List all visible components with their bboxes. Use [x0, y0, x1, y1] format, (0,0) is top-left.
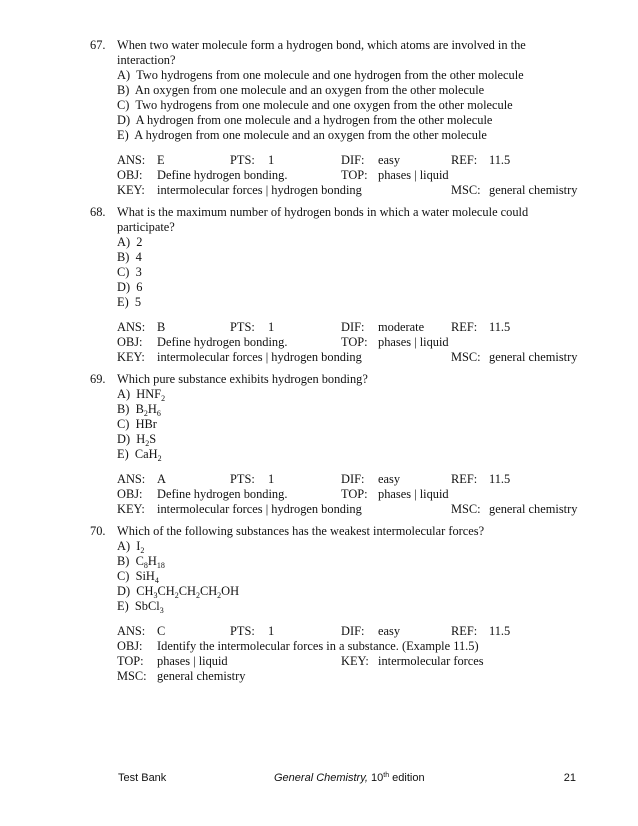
option-text: $B_2H_6$	[135, 402, 161, 418]
option-text: $CH_3CH_2CH_2CH_2OH$	[136, 584, 240, 600]
dif-value: easy	[378, 472, 401, 486]
ref-value: 11.5	[489, 472, 511, 486]
msc-label: MSC:	[451, 502, 481, 516]
pts-value: 1	[268, 472, 275, 486]
option-e	[90, 128, 590, 143]
option-text: A hydrogen from one molecule and an oxygen from the other molecule	[134, 128, 487, 142]
top-value: phases | liquid	[157, 654, 228, 668]
option-e	[90, 295, 590, 310]
option-text: 2	[136, 235, 143, 249]
edition-word: edition	[392, 772, 425, 784]
pts-label: PTS:	[230, 153, 255, 167]
ans-value: A	[157, 472, 166, 486]
ans-value: E	[157, 153, 165, 167]
option-letter: B)	[117, 83, 130, 97]
question-68	[90, 205, 590, 365]
question-stem	[90, 38, 590, 68]
option-letter: D)	[117, 584, 131, 598]
top-value: phases | liquid	[378, 335, 449, 349]
ans-label: ANS:	[117, 472, 146, 486]
key-value: intermolecular forces	[378, 654, 484, 668]
question-number: 68.	[90, 205, 106, 219]
stem-line: Which pure substance exhibits hydrogen bonding?	[117, 372, 368, 386]
ans-label: ANS:	[117, 624, 146, 638]
option-e	[90, 447, 590, 462]
page-number: 21	[563, 772, 576, 784]
option-text: $I_2$	[136, 539, 145, 555]
option-b	[90, 83, 590, 98]
key-label: KEY:	[341, 654, 369, 668]
option-letter: D)	[117, 280, 131, 294]
option-letter: A)	[117, 68, 131, 82]
pts-value: 1	[268, 320, 275, 334]
option-letter: C)	[117, 98, 130, 112]
question-stem	[90, 205, 590, 235]
option-d	[90, 584, 590, 599]
option-c	[90, 98, 590, 113]
ref-label: REF:	[451, 472, 478, 486]
obj-label: OBJ:	[117, 168, 143, 182]
option-a	[90, 387, 590, 402]
ans-label: ANS:	[117, 153, 146, 167]
option-text: Two hydrogens from one molecule and one hydrogen from the other molecule	[136, 68, 524, 82]
option-text: $HNF_2$	[136, 387, 166, 403]
option-b	[90, 402, 590, 417]
edition-number: 10	[371, 772, 384, 784]
option-b	[90, 250, 590, 265]
question-stem	[90, 524, 590, 539]
ref-label: REF:	[451, 153, 478, 167]
dif-label: DIF:	[341, 472, 365, 486]
option-text: 5	[134, 295, 142, 309]
obj-value: Define hydrogen bonding.	[157, 335, 288, 349]
option-text: CaH$_2$	[134, 447, 162, 463]
obj-value: Identify the intermolecular forces in a substance. (Example 11.5)	[157, 639, 479, 653]
msc-label: MSC:	[451, 350, 481, 364]
obj-label: OBJ:	[117, 335, 143, 349]
ref-value: 11.5	[489, 624, 511, 638]
option-letter: C)	[117, 265, 130, 279]
ans-value: C	[157, 624, 166, 638]
footer-left: Test Bank	[118, 772, 167, 784]
pts-label: PTS:	[230, 320, 255, 334]
option-letter: B)	[117, 554, 130, 568]
option-letter: A)	[117, 539, 131, 553]
answer-block	[90, 153, 590, 198]
obj-label: OBJ:	[117, 639, 143, 653]
ref-label: REF:	[451, 624, 478, 638]
question-70	[90, 524, 590, 684]
option-letter: C)	[117, 417, 130, 431]
option-text: HBr	[135, 417, 157, 431]
option-letter: E)	[117, 128, 129, 142]
obj-value: Define hydrogen bonding.	[157, 168, 288, 182]
option-d	[90, 432, 590, 447]
option-text: Two hydrogens from one molecule and one oxygen from the other molecule	[135, 98, 513, 112]
key-label: KEY:	[117, 350, 145, 364]
book-title: General Chemistry,	[274, 772, 368, 784]
stem-line: When two water molecule form a hydrogen bond, which atoms are involved in the	[117, 38, 526, 52]
option-text: 3	[135, 265, 142, 279]
top-value: phases | liquid	[378, 487, 449, 501]
pts-value: 1	[268, 624, 275, 638]
option-text: SbCl$_3$	[134, 599, 164, 615]
question-67	[90, 38, 590, 198]
option-d	[90, 280, 590, 295]
dif-label: DIF:	[341, 320, 365, 334]
option-e	[90, 599, 590, 614]
option-d	[90, 113, 590, 128]
obj-value: Define hydrogen bonding.	[157, 487, 288, 501]
option-text: 4	[135, 250, 142, 264]
option-letter: A)	[117, 235, 131, 249]
msc-label: MSC:	[451, 183, 481, 197]
option-c	[90, 417, 590, 432]
option-text: SiH$_4$	[135, 569, 159, 585]
option-text: A hydrogen from one molecule and a hydrogen from the other molecule	[135, 113, 493, 127]
top-label: TOP:	[341, 335, 368, 349]
option-c	[90, 265, 590, 280]
option-letter: E)	[117, 295, 129, 309]
option-b	[90, 554, 590, 569]
obj-label: OBJ:	[117, 487, 143, 501]
option-text: $C_8H_{18}$	[135, 554, 165, 570]
msc-value: general chemistry	[489, 350, 578, 364]
answer-block	[90, 472, 590, 517]
option-letter: C)	[117, 569, 130, 583]
dif-value: moderate	[378, 320, 425, 334]
option-letter: B)	[117, 250, 130, 264]
key-label: KEY:	[117, 183, 145, 197]
option-text: 6	[136, 280, 143, 294]
ans-label: ANS:	[117, 320, 146, 334]
top-value: phases | liquid	[378, 168, 449, 182]
pts-label: PTS:	[230, 472, 255, 486]
option-letter: B)	[117, 402, 130, 416]
edition-suffix: th	[383, 772, 390, 779]
key-value: intermolecular forces | hydrogen bonding	[157, 502, 362, 516]
option-text: $H_2S$	[136, 432, 157, 448]
option-letter: E)	[117, 447, 129, 461]
top-label: TOP:	[341, 168, 368, 182]
option-letter: D)	[117, 113, 131, 127]
msc-value: general chemistry	[489, 183, 578, 197]
top-label: TOP:	[117, 654, 144, 668]
stem-line: What is the maximum number of hydrogen bonds in which a water molecule could	[117, 205, 529, 219]
dif-value: easy	[378, 153, 401, 167]
answer-block	[90, 320, 590, 365]
stem-line: Which of the following substances has the weakest intermolecular forces?	[117, 524, 485, 538]
top-label: TOP:	[341, 487, 368, 501]
ref-label: REF:	[451, 320, 478, 334]
answer-block	[90, 624, 590, 684]
question-69	[90, 372, 590, 517]
msc-label: MSC:	[117, 669, 147, 683]
question-number: 69.	[90, 372, 106, 386]
question-stem	[90, 372, 590, 387]
stem-line: interaction?	[117, 53, 176, 67]
ans-value: B	[157, 320, 166, 334]
msc-value: general chemistry	[489, 502, 578, 516]
dif-label: DIF:	[341, 624, 365, 638]
dif-value: easy	[378, 624, 401, 638]
option-letter: A)	[117, 387, 131, 401]
key-value: intermolecular forces | hydrogen bonding	[157, 183, 362, 197]
key-value: intermolecular forces | hydrogen bonding	[157, 350, 362, 364]
option-a	[90, 68, 590, 83]
dif-label: DIF:	[341, 153, 365, 167]
pts-value: 1	[268, 153, 275, 167]
ref-value: 11.5	[489, 153, 511, 167]
footer-center	[274, 771, 425, 786]
option-text: An oxygen from one molecule and an oxygen from the other molecule	[134, 83, 485, 97]
option-a	[90, 235, 590, 250]
option-a	[90, 539, 590, 554]
stem-line: participate?	[117, 220, 175, 234]
msc-value: general chemistry	[157, 669, 246, 683]
option-letter: D)	[117, 432, 131, 446]
key-label: KEY:	[117, 502, 145, 516]
question-number: 67.	[90, 38, 106, 52]
pts-label: PTS:	[230, 624, 255, 638]
option-c	[90, 569, 590, 584]
option-letter: E)	[117, 599, 129, 613]
question-number: 70.	[90, 524, 106, 538]
ref-value: 11.5	[489, 320, 511, 334]
